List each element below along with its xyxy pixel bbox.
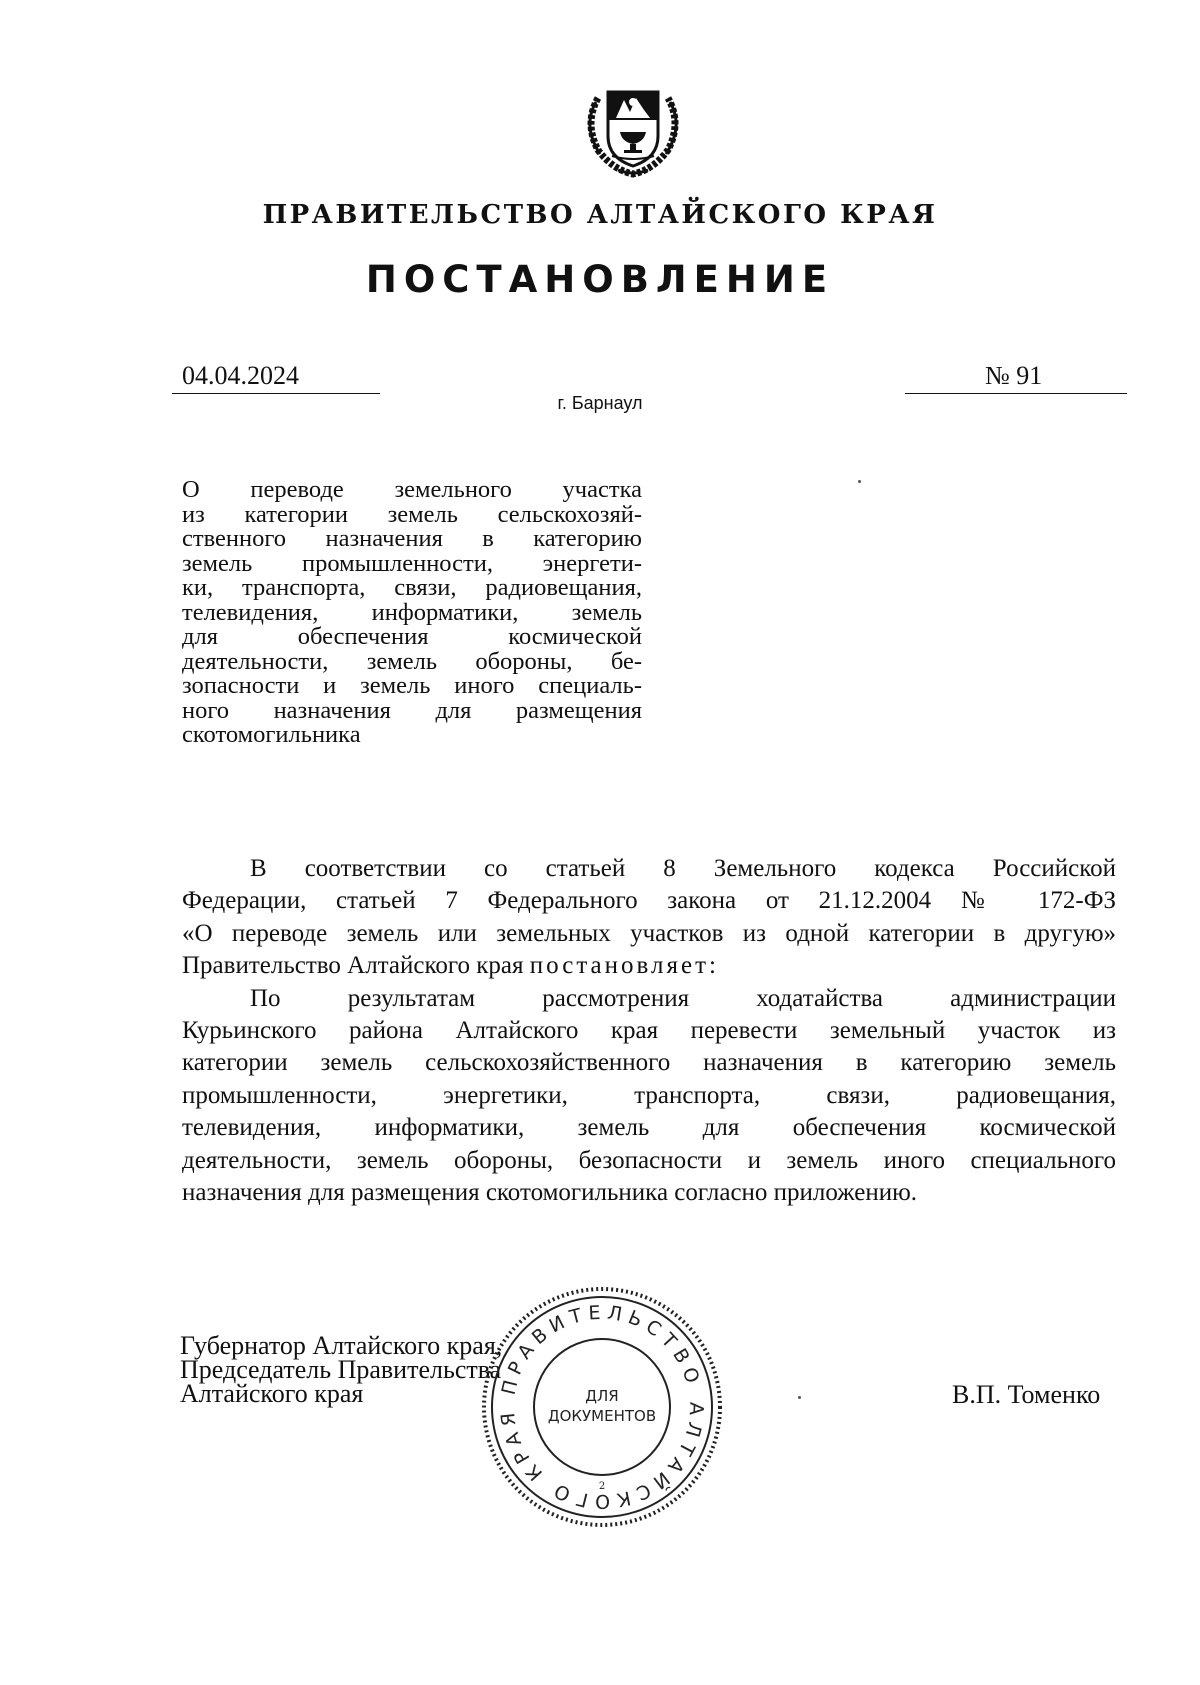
position-line: Губернатор Алтайского края, — [180, 1331, 503, 1360]
coat-of-arms-emblem — [578, 78, 688, 178]
body-line: Курьинского района Алтайского края перевести земельный участок из — [182, 1016, 1116, 1044]
signatory-name: В.П. Томенко — [952, 1380, 1101, 1409]
document-type-title: ПОСТАНОВЛЕНИЕ — [365, 258, 835, 301]
coat-of-arms-icon — [578, 78, 688, 178]
body-line: «О переводе земель или земельных участков из одной категории в другую» — [182, 919, 1116, 947]
stamp-center-line1: ДЛЯ — [585, 1387, 619, 1405]
body-line: телевидения, информатики, земель для обеспечения космической — [182, 1114, 1116, 1142]
body-line: деятельности, земель обороны, безопасности и земель иного специального — [182, 1146, 1116, 1174]
signatory-position — [180, 1331, 503, 1408]
document-body — [182, 853, 1116, 1209]
body-line: категории земель сельскохозяйственного назначения в категорию земель — [182, 1049, 1116, 1077]
city: г. Барнаул — [557, 393, 643, 413]
scan-speck — [798, 1396, 801, 1399]
subject-line: ственного назначения в категорию — [182, 525, 642, 552]
subject-line: телевидения, информатики, земель — [182, 598, 642, 626]
body-text-prefix: Правительство Алтайского края — [182, 952, 530, 980]
subject-line: из категории земель сельскохозяй- — [182, 500, 642, 528]
subject-line: скотомогильника — [182, 721, 361, 748]
subject-line: зопасности и земель иного специаль- — [182, 672, 642, 699]
subject-line: деятельности, земель обороны, бе- — [182, 647, 642, 675]
stamp-center-line2: ДОКУМЕНТОВ — [547, 1407, 657, 1425]
government-title: ПРАВИТЕЛЬСТВО АЛТАЙСКОГО КРАЯ — [262, 200, 938, 230]
official-stamp — [478, 1283, 726, 1531]
body-line: промышленности, энергетики, транспорта, связи, радиовещания, — [182, 1081, 1116, 1109]
document-subject — [182, 478, 642, 748]
date-field — [172, 357, 380, 394]
body-line — [182, 950, 1116, 982]
position-line: Алтайского края — [180, 1379, 364, 1408]
body-line: Федерации, статьей 7 Федерального закона от 21.12.2004 № 172-ФЗ — [182, 887, 1116, 915]
document-date: 04.04.2024 — [182, 361, 299, 390]
stamp-number: 2 — [598, 1481, 606, 1492]
resolution-verb: постановляет: — [529, 952, 719, 980]
subject-line: земель промышленности, энергети- — [182, 549, 642, 577]
body-line: В соответствии со статьей 8 Земельного кодекса Российской — [250, 855, 1116, 882]
stamp-seal-icon — [478, 1283, 726, 1531]
number-field — [905, 357, 1127, 394]
subject-line: О переводе земельного участка — [182, 476, 642, 503]
subject-line: для обеспечения космической — [182, 623, 642, 650]
scan-speck — [858, 480, 861, 483]
stamp-ring-text: ПРАВИТЕЛЬСТВО АЛТАЙСКОГО КРАЯ — [496, 1301, 708, 1513]
subject-line: ки, транспорта, связи, радиовещания, — [182, 574, 642, 601]
document-number: № 91 — [985, 361, 1043, 390]
body-line: назначения для размещения скотомогильника согласно приложению. — [182, 1178, 918, 1206]
subject-line: ного назначения для размещения — [182, 696, 642, 724]
position-line: Председатель Правительства — [180, 1355, 502, 1384]
body-line: По результатам рассмотрения ходатайства администрации — [250, 984, 1116, 1012]
